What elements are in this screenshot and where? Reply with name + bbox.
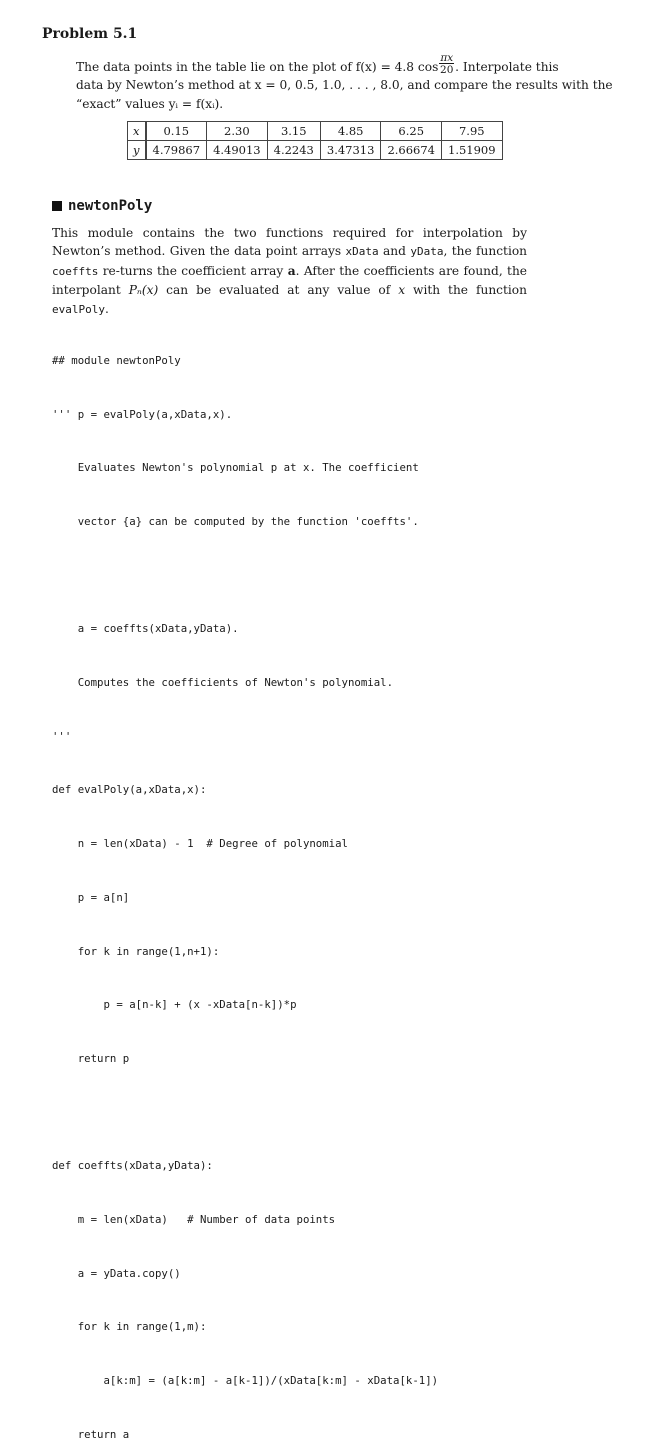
code-line: a[k:m] = (a[k:m] - a[k-1])/(xData[k:m] - xData[k-1]): [52, 1374, 439, 1388]
code-line: a = yData.copy(): [52, 1266, 181, 1280]
code-line: n = len(xData) - 1 # Degree of polynomial: [52, 837, 348, 851]
table-cell: 2.30: [207, 122, 268, 141]
code-line: return a: [52, 1427, 130, 1441]
section-title: newtonPoly: [68, 198, 153, 214]
code-line: for k in range(1,m):: [52, 1320, 207, 1334]
code-term-evalpoly: evalPoly: [52, 302, 105, 316]
table-header-x: x: [128, 122, 146, 141]
code-line: p = a[n]: [52, 890, 130, 904]
desc-text: , the function: [443, 244, 528, 259]
table-cell: 7.95: [442, 122, 503, 141]
code-line: vector {a} can be computed by the function 'coeffts'.: [52, 514, 419, 528]
code-line: for k in range(1,n+1):: [52, 944, 220, 958]
code-line: [52, 1104, 438, 1122]
problem-title: Problem 5.1: [42, 26, 138, 42]
code-line: def evalPoly(a,xData,x):: [52, 783, 207, 797]
table-row-x: [128, 122, 503, 141]
desc-text: .: [104, 301, 109, 316]
code-line: m = len(xData) # Number of data points: [52, 1213, 336, 1227]
code-term-coeffts: coeffts: [52, 264, 99, 278]
problem-text-1b: . Interpolate this: [455, 60, 559, 74]
fraction: [439, 53, 454, 75]
data-table: [127, 121, 503, 160]
square-bullet-icon: [52, 201, 62, 211]
table-cell: 4.85: [320, 122, 381, 141]
desc-text: can be evaluated at any value of: [166, 283, 391, 298]
table-cell: 0.15: [146, 122, 207, 141]
problem-text-1a: The data points in the table lie on the plot of: [76, 60, 352, 74]
table-cell: 4.2243: [267, 141, 320, 160]
section-description: [52, 224, 527, 319]
table-cell: 1.51909: [442, 141, 503, 160]
desc-text: re-: [102, 263, 120, 278]
desc-line-1: This module contains the two functions required for interpolation by Newton’s: [52, 226, 527, 259]
table-row-y: [128, 141, 503, 160]
desc-text: with the function: [413, 283, 527, 298]
table-cell: 3.47313: [320, 141, 381, 160]
desc-text: method. Given the data point arrays: [114, 244, 342, 259]
code-term-ydata: yData: [410, 245, 444, 259]
code-line: ## module newtonPoly: [52, 353, 181, 367]
code-listing: [52, 316, 438, 1446]
desc-text: turns the coefficient array: [119, 263, 284, 278]
code-line: return p: [52, 1051, 130, 1065]
code-line: Evaluates Newton's polynomial p at x. The coefficient: [52, 461, 419, 475]
fraction-numerator: πx: [440, 51, 454, 64]
code-line: ''': [52, 729, 72, 743]
code-line: ''' p = evalPoly(a,xData,x).: [52, 407, 233, 421]
math-term-x: x: [398, 283, 406, 298]
desc-text: . After the coefficients are found, the interpolant: [52, 263, 528, 298]
desc-text: and: [383, 244, 406, 259]
table-cell: 6.25: [381, 122, 442, 141]
table-header-y: y: [128, 141, 146, 160]
code-line: [52, 567, 438, 585]
problem-line-2: data by Newton’s method at x = 0, 0.5, 1.0, . . . , 8.0, and compare the results with the: [76, 78, 613, 93]
table-cell: 2.66674: [381, 141, 442, 160]
math-term-pn: Pₙ(x): [128, 283, 159, 298]
code-term-xdata: xData: [345, 245, 379, 259]
code-line: p = a[n-k] + (x -xData[n-k])*p: [52, 998, 297, 1012]
fraction-denominator: 20: [440, 63, 454, 76]
code-line: Computes the coefficients of Newton's polynomial.: [52, 676, 394, 690]
problem-line-3: “exact” values yᵢ = f(xᵢ).: [76, 96, 224, 111]
section-heading: [52, 198, 152, 214]
code-line: a = coeffts(xData,yData).: [52, 622, 239, 636]
table-cell: 4.49013: [207, 141, 268, 160]
code-line: def coeffts(xData,yData):: [52, 1159, 213, 1173]
table-cell: 4.79867: [146, 141, 207, 160]
table-cell: 3.15: [267, 122, 320, 141]
function-definition: f(x) = 4.8 cos: [355, 60, 439, 74]
bold-term-a: a: [287, 263, 296, 278]
